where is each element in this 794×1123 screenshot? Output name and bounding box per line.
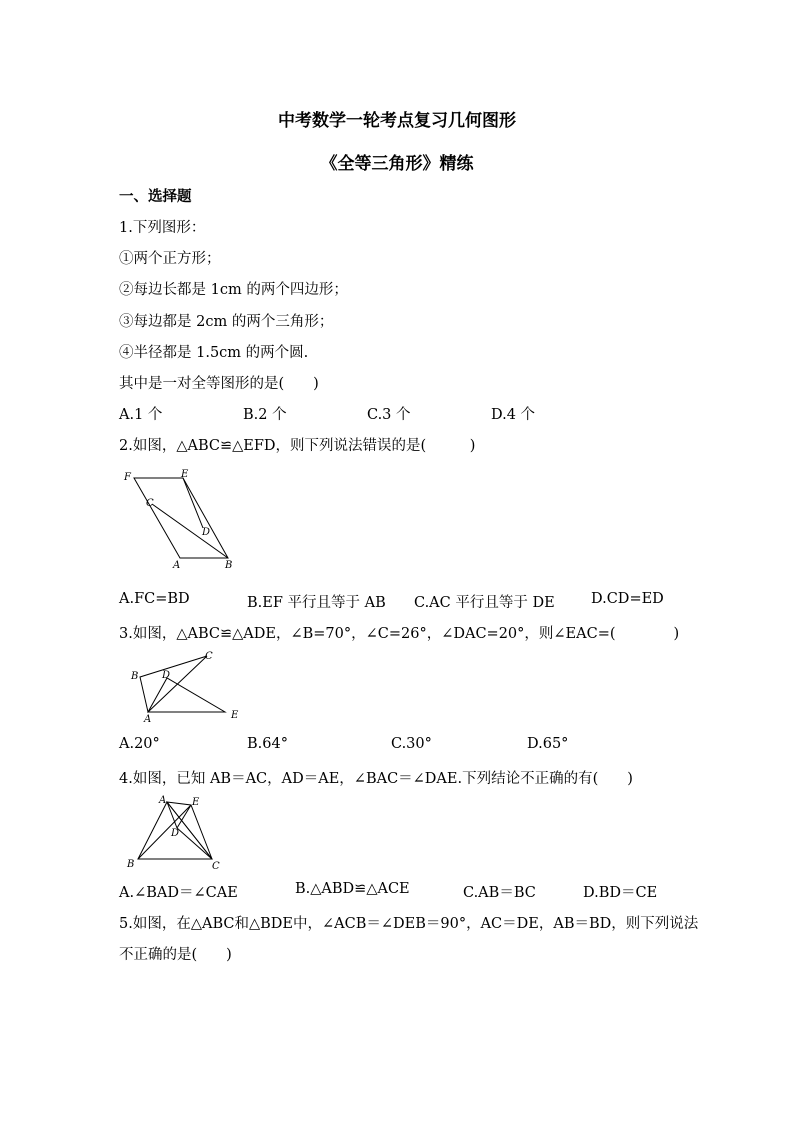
q4-option-d: D.BD＝CE (583, 885, 658, 901)
q4-stem: 4.如图，已知 AB＝AC，AD＝AE，∠BAC＝∠DAE.下列结论不正确的有( ) (119, 771, 633, 787)
q3-label-d: D (162, 670, 171, 681)
q4-label-a: A (159, 795, 167, 806)
q5-stem: 不正确的是( ) (119, 947, 232, 963)
q2-option-b: B.EF 平行且等于 AB (247, 595, 386, 611)
q4-figure (122, 793, 228, 873)
q1-option-b: B.2 个 (243, 407, 287, 423)
q2-segment-cb (152, 504, 228, 558)
q3-option-b: B.64° (247, 736, 288, 752)
q2-segment-ed (183, 478, 203, 528)
q2-label-a: A (173, 560, 181, 571)
q4-label-c: C (212, 861, 220, 872)
doc-title: 中考数学一轮考点复习几何图形 (278, 111, 516, 131)
q3-triangle-abc (140, 656, 207, 712)
q3-label-a: A (144, 714, 152, 724)
q1-item: ④半径都是 1.5cm 的两个圆. (119, 345, 309, 361)
q3-option-c: C.30° (391, 736, 432, 752)
q1-item: ③每边都是 2cm 的两个三角形； (119, 314, 334, 330)
q2-option-c: C.AC 平行且等于 DE (414, 595, 555, 611)
q1-ask: 其中是一对全等图形的是( ) (119, 376, 319, 392)
q1-option-a: A.1 个 (119, 407, 163, 423)
q2-label-d: D (202, 527, 211, 538)
doc-subtitle: 《全等三角形》精练 (320, 154, 474, 174)
q2-label-e: E (181, 469, 189, 480)
q1-stem: 1.下列图形： (119, 220, 206, 236)
q2-figure (118, 466, 248, 572)
q2-option-a: A.FC=BD (119, 591, 190, 607)
q2-label-f: F (124, 472, 131, 483)
q4-label-b: B (127, 859, 135, 870)
q4-label-e: E (192, 797, 200, 808)
q5-stem: 5.如图，在△ABC和△BDE中，∠ACB＝∠DEB＝90°，AC＝DE，AB＝BD，则下列说法 (119, 916, 699, 932)
q2-parallelogram (134, 478, 228, 558)
q4-segment-be (138, 805, 191, 859)
q3-option-d: D.65° (527, 736, 569, 752)
section-heading: 一、选择题 (119, 188, 192, 205)
q4-option-a: A.∠BAD＝∠CAE (119, 885, 238, 901)
q3-option-a: A.20° (119, 736, 160, 752)
q1-item: ②每边长都是 1cm 的两个四边形； (119, 282, 348, 298)
q4-option-b: B.△ABD≌△ACE (295, 881, 410, 897)
q4-label-d: D (171, 828, 180, 839)
q3-label-e: E (231, 710, 239, 721)
q2-label-b: B (225, 560, 233, 571)
q3-label-b: B (131, 671, 139, 682)
q1-item: ①两个正方形； (119, 251, 221, 267)
q2-stem: 2.如图，△ABC≌△EFD，则下列说法错误的是( ) (119, 438, 476, 454)
q2-label-c: C (146, 498, 154, 509)
q3-stem: 3.如图，△ABC≌△ADE，∠B=70°，∠C=26°，∠DAC=20°，则∠EAC=( ) (119, 626, 680, 642)
q3-triangle-ade (148, 678, 225, 712)
q1-option-d: D.4 个 (491, 407, 536, 423)
q4-option-c: C.AB＝BC (463, 885, 536, 901)
q4-segment-dc (177, 828, 212, 859)
q1-option-c: C.3 个 (367, 407, 411, 423)
q2-option-d: D.CD=ED (591, 591, 664, 607)
q3-label-c: C (205, 651, 213, 662)
q3-figure (125, 648, 245, 724)
